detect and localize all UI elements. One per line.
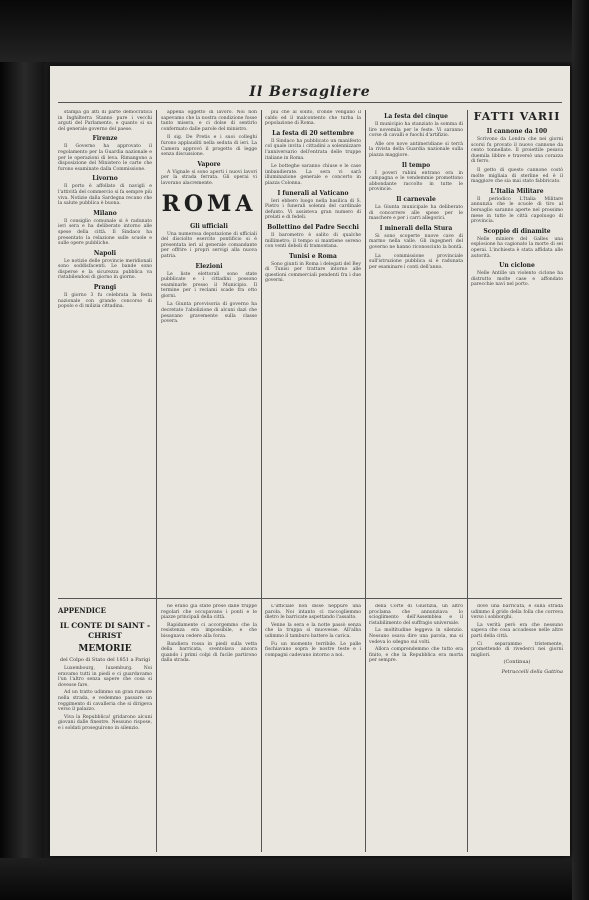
article-text: Il Governo ha approvato il regolamento per la Guardia nazionale e per le operazioni di leva. Rimangono a disposizione del Ministero le carte che furono esaminate dalla Commissione. — [58, 144, 152, 172]
appendice-text: Luxembourg, luxemburg. Noi eravamo tutti in piedi e ci guardavamo l'un l'altro senza sapere che cosa si dovesse fare. — [58, 666, 152, 688]
article-text: Il consiglio comunale si è radunato ieri sera e ha deliberato intorno alle spese della città. Il Sindaco ha presentato la relazione sulle scuole e sulle opere pubbliche. — [58, 218, 152, 247]
column-5 — [471, 110, 563, 630]
masthead-rule — [58, 102, 562, 103]
article-text: I poveri rubini entrano ora in campagna e le vendemmie promettono abbondante raccolto in tutte le provincie. — [369, 170, 463, 193]
article-heading: Livorno — [92, 175, 118, 183]
article-heading: Prangi — [93, 284, 117, 292]
appendice-title: IL CONTE DI SAINT - CHRIST — [59, 621, 151, 640]
article-text: Alle ore nove antimeridiane si terrà la rivista della Guardia nazionale sulla piazza maggiore. — [369, 141, 463, 158]
appendice-text: Viva la Repubblica! gridarono alcuni giovani dalle finestre. Nessuno rispose, e i soldati proseguirono in silenzio. — [58, 714, 152, 731]
appendice-text: Venne la sera e la notte passò senza che la truppa si muovesse. All'alba udimmo il tamburo battere la carica. — [265, 622, 361, 639]
article-heading: I funerali al Vaticano — [277, 189, 349, 197]
appendice-text: dove una barricata, e sulla strada udimmo il grido della folla che correva verso i sobborghi. — [471, 604, 563, 621]
appendice-text: della Corte di Giustizia, un altro proclama che annunziava lo scioglimento dell'Assemblea e il ristabilimento del suffragio universale. — [369, 604, 463, 626]
article-text: Nelle Antille un violento ciclone ha distrutto molte case e affondato parecchie navi nel porto. — [471, 271, 563, 288]
appendice-column-1 — [58, 604, 152, 854]
column-4 — [369, 110, 463, 630]
column-rule — [365, 604, 366, 852]
article-text: Ieri ebbero luogo nella basilica di S. Pietro i funerali solenni del cardinale defunto. Vi assisteva gran numero di prelati e di fedeli. — [265, 198, 361, 221]
article-text: Le notizie delle provincie meridionali sono soddisfacenti. Le bande sono disperse e la sicurezza pubblica va ristabilendosi di giorno in giorno. — [58, 258, 152, 281]
article-heading: Milano — [93, 209, 117, 217]
article-heading: Il cannone da 100 — [486, 128, 548, 135]
appendice-column-5 — [471, 604, 563, 854]
scan-bottom-edge — [0, 858, 589, 900]
article-text: Il sig. De Pretis e i suoi colleghi furono applauditi nella seduta di ieri. La Camera approvò il progetto di legge senza discussione. — [161, 135, 257, 158]
article-heading: L'Italia Militare — [490, 187, 544, 195]
author-signature: Petruccelli della Gattina — [501, 668, 563, 675]
article-text: Scrivono da Londra che nei giorni scorsi fu provato il nuovo cannone da cento tonnellate. Il proiettile pesava duemila libbre e traversò una corazza di ferro. — [471, 137, 563, 165]
article-text: Il municipio ha stanziato la somma di lire novemila per le feste. Vi saranno corse di cavalli e fuochi d'artifizio. — [369, 122, 463, 139]
newspaper-page — [50, 66, 570, 856]
article-text: Il giorno 3 fu celebrata la festa nazionale con grande concorso di popolo e di milizia cittadina. — [58, 293, 152, 310]
column-rule — [156, 604, 157, 852]
appendice-text: Fu un momento terribile. Le palle fischiavano sopra le nostre teste e i compagni cadevano intorno a noi. — [265, 641, 361, 658]
continua-label: (Continua) — [503, 659, 531, 666]
article-text: Una numerosa deputazione di ufficiali del disciolto esercito pontificio si è presentata ieri al generale comandante per offrire i propri servigi alla nuova patria. — [161, 231, 257, 259]
column-2 — [161, 110, 257, 630]
column-rule — [261, 604, 262, 852]
article-text: La Giunta provvisoria di governo ha decretato l'abolizione di alcuni dazi che pesavano gravemente sulla classe povera. — [161, 302, 257, 325]
article-heading: Firenze — [92, 135, 118, 143]
article-text: Il barometro è salito di qualche millimetro; il tempo si mantiene sereno con venti deboli di tramontana. — [265, 232, 361, 250]
appendice-text: Ci separammo tristemente, promettendo di rivederci nei giorni migliori. — [471, 641, 563, 658]
column-rule — [261, 110, 262, 630]
column-rule — [365, 110, 366, 630]
appendice-text: L'ufficiale non disse neppure una parola. Noi intanto ci raccogliemmo dietro le barricate aspettando l'assalto. — [265, 604, 361, 621]
article-text: La commissione provinciale sull'istruzione pubblica si è radunata per esaminare i conti dell'anno. — [369, 253, 463, 270]
article-text: Il periodico L'Italia Militare annunzia che le scuole di tiro al bersaglio saranno aperte nel prossimo mese in tutte le città capoluogo di provincia. — [471, 196, 563, 225]
article-heading: Il carnevale — [396, 195, 436, 203]
appendice-column-3 — [265, 604, 361, 854]
appendice-text: Rapidamente ci accorgemmo che la resistenza era impossibile, e che bisognava cedere alla forza. — [161, 622, 257, 639]
appendice-column-2 — [161, 604, 257, 854]
appendice-text: La verità però era che nessuno sapeva che cosa accadesse nelle altre parti della città. — [471, 622, 563, 639]
column-rule — [467, 110, 468, 630]
article-text: appena oggetto di lavoro. Noi non sapevamo che la nostra condizione fosse tanto misera, e ci dolse di sentirlo confermato dalle parole del ministro. — [161, 110, 257, 132]
article-heading: Napoli — [93, 249, 117, 257]
article-text: Nelle miniere del Galles una esplosione ha cagionato la morte di sei operai. L'inchiesta è stata affidata alle autorità. — [471, 236, 563, 259]
column-rule — [467, 604, 468, 852]
article-text: Le botteghe saranno chiuse e le case imbandierate. La sera vi sarà illuminazione generale e concerto in piazza Colonna. — [265, 164, 361, 186]
scan-left-edge — [0, 0, 44, 900]
article-heading: Il tempo — [401, 161, 431, 169]
appendice-text: ne erano già state prese dalle truppe regolari che occupavano i ponti e le piazze principali della città. — [161, 604, 257, 621]
appendice-text: Allora comprendemmo che tutto era finito, e che la Repubblica era morta per sempre. — [369, 647, 463, 664]
article-heading: Un ciclone — [499, 262, 535, 270]
article-text: La Giunta municipale ha deliberato di concorrere alle spese per le maschere e per i carri allegorici. — [369, 204, 463, 222]
article-text: Sono giunti in Roma i delegati del Bey di Tunisi per trattare intorno alle questioni commerciali pendenti fra i due governi. — [265, 261, 361, 284]
article-text: Si sono scoperte nuove cave di marmo nella valle. Gli ingegneri del governo ne hanno riconosciuto la bontà. — [369, 233, 463, 250]
article-heading: La festa di 20 settembre — [272, 129, 354, 137]
article-text: stampa gli atti di parte democratica in Inghilterra Stanno pure i vecchi arguti del Parlamento, e quanto si sa del generale governo del paese. — [58, 110, 152, 132]
column-1 — [58, 110, 152, 630]
article-heading: Gli ufficiali — [190, 222, 228, 230]
section-title-roma: ROMA — [161, 190, 257, 217]
article-heading: La festa del cinque — [384, 113, 448, 120]
article-heading: Tunisi e Roma — [289, 252, 337, 260]
appendice-text: La moltitudine leggeva in silenzio. Nessuno osava dire una parola, ma si vedeva lo sdegno sui volti. — [369, 628, 463, 645]
masthead: Il Bersagliere — [249, 84, 371, 100]
column-3 — [265, 110, 361, 630]
article-heading: Bollettino del Padre Secchi — [267, 223, 359, 231]
article-text: A Vignale si sono aperti i nuovi lavori per la strada ferrata. Gli operai vi lavorano alacremente. — [161, 169, 257, 186]
section-title-fatti-varii: FATTI VARII — [473, 110, 561, 123]
appendice-label: APPENDICE — [58, 606, 106, 615]
article-heading: I minerali della Stura — [379, 224, 453, 232]
column-rule — [156, 110, 157, 630]
article-heading: Scoppio di dinamite — [483, 227, 551, 235]
article-text: Il Sindaco ha pubblicato un manifesto col quale invita i cittadini a solennizzare l'anniversario dell'entrata delle truppe italiane in Roma. — [265, 138, 361, 161]
scan-top-edge — [0, 0, 589, 62]
article-text: più che al solito, d'onde vengano il caldo ed il malcontento che turba la popolazione di Roma. — [265, 110, 361, 127]
article-heading: Elezioni — [195, 262, 223, 270]
article-text: Il getto di questo cannone costò molte migliaia di sterline ed è il maggiore che sia mai stato fabbricato. — [471, 167, 563, 185]
appendice-rule — [58, 598, 562, 599]
article-text: Le liste elettorali sono state pubblicate e i cittadini possono esaminarle presso il Municipio. Il termine per i reclami scade fra otto giorni. — [161, 271, 257, 299]
article-heading: Vapore — [197, 160, 221, 168]
appendice-subtitle: MEMORIE — [78, 644, 132, 654]
appendice-text: Ad un tratto udimmo un gran rumore nella strada, e vedemmo passare un reggimento di cavalleria che si dirigeva verso il palazzo. — [58, 690, 152, 713]
appendice-text: Bandiera rossa in piedi sulla vetta della barricata, sventolava ancora quando i primi colpi di fucile partirono dalla strada. — [161, 641, 257, 664]
article-text: Il porto è affollato di navigli e l'attività del commercio si fa sempre più viva. Notizie dalla Sardegna recano che la salute pubblica è buona. — [58, 184, 152, 207]
appendice-column-4 — [369, 604, 463, 854]
scan-right-edge — [572, 0, 589, 900]
appendice-subtitle-2: del Colpo di Stato del 1851 a Parigi — [59, 657, 151, 663]
